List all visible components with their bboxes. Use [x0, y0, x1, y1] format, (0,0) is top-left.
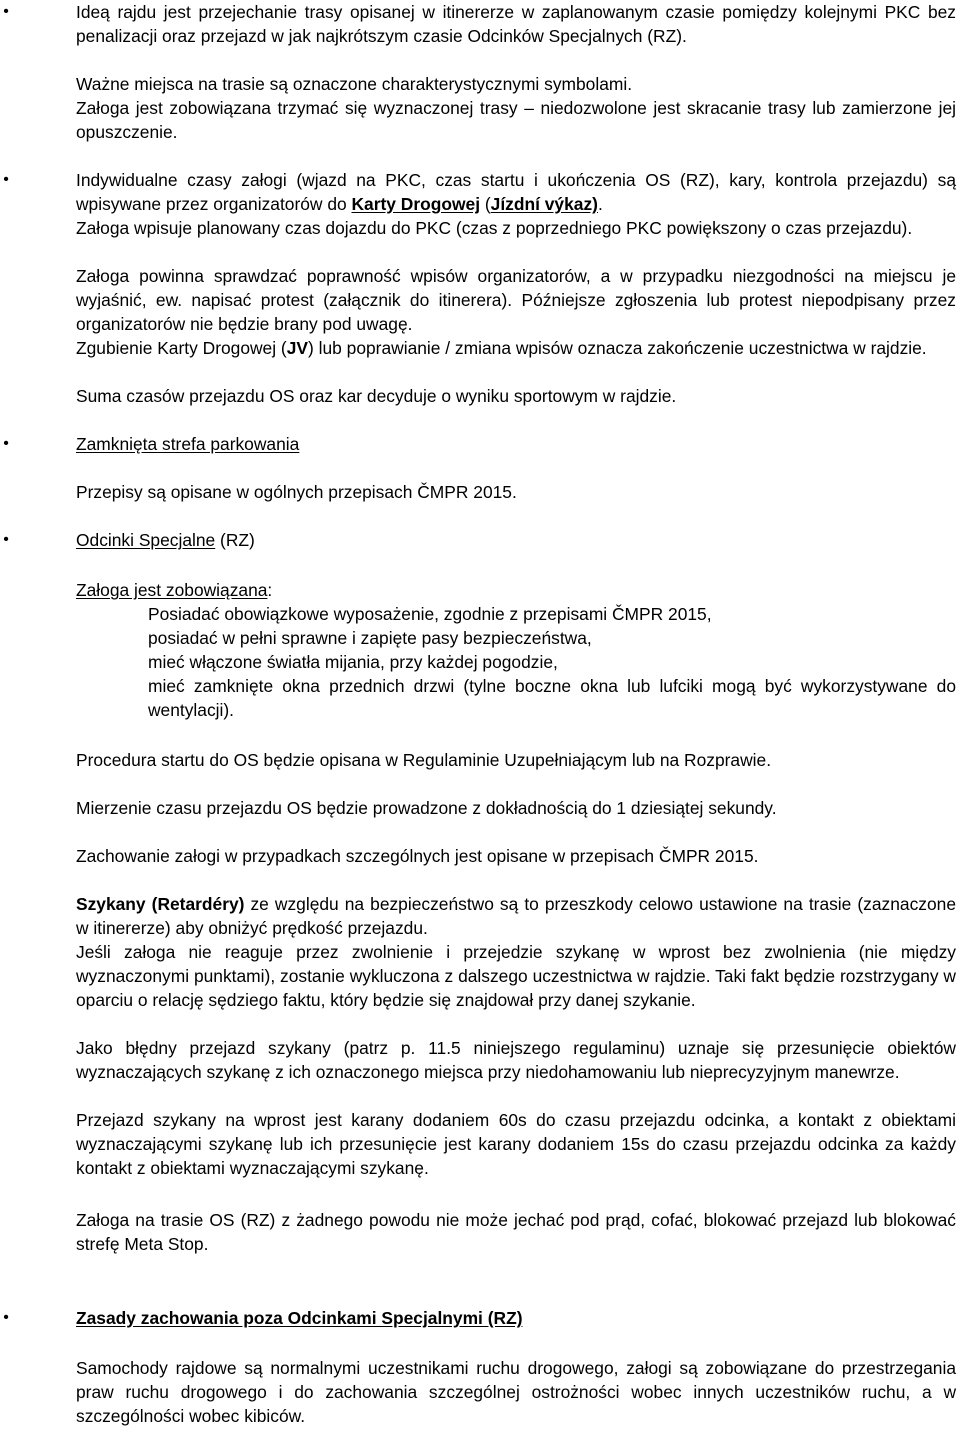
bullet-special-stages: • — [3, 531, 9, 548]
bullet-parking: • — [3, 435, 9, 452]
special-stages-heading: Odcinki Specjalne (RZ) — [76, 530, 255, 550]
outside-stages-heading: Zasady zachowania poza Odcinkami Specjalnymi (RZ) — [76, 1308, 523, 1328]
times-paragraph-5: Suma czasów przejazdu OS oraz kar decyduje o wyniku sportowym w rajdzie. — [76, 386, 677, 406]
duty-item-lights: mieć włączone światła mijania, przy każdej pogodzie, — [148, 652, 558, 672]
chicane-paragraph-1: Szykany (Retardéry) ze względu na bezpieczeństwo są to przeszkody celowo ustawione na trasie (zaznaczone w itinererze) aby obniżyć prędkość przejazdu. — [76, 894, 956, 938]
times-paragraph-2: Załoga wpisuje planowany czas dojazdu do PKC (czas z poprzedniego PKC powiększony o czas przejazdu). — [76, 218, 913, 238]
outside-stages-text: Samochody rajdowe są normalnymi uczestnikami ruchu drogowego, załogi są zobowiązane do przestrzegania praw ruchu drogowego i do zachowania szczególnej ostrożności wobec innych uczestników ruchu, a w szczególności wobec kibiców. — [76, 1358, 956, 1426]
no-reverse-text: Załoga na trasie OS (RZ) z żadnego powodu nie może jechać pod prąd, cofać, blokować przejazd lub blokować strefę Meta Stop. — [76, 1210, 956, 1254]
chicane-paragraph-4: Przejazd szykany na wprost jest karany dodaniem 60s do czasu przejazdu odcinka, a kontakt z obiektami wyznaczającymi szykanę lub ich przesunięcie jest karany dodaniem 15s do czasu przejazdu odcinka za każdy kontakt z obiektami wyznaczającymi szykanę. — [76, 1110, 956, 1178]
start-procedure-text: Procedura startu do OS będzie opisana w Regulaminie Uzupełniającym lub na Rozprawie. — [76, 750, 772, 770]
road-card-label: Karty Drogowej — [351, 194, 481, 214]
parking-heading: Zamknięta strefa parkowania — [76, 434, 300, 454]
times-paragraph-4: Zgubienie Karty Drogowej (JV) lub poprawianie / zmiana wpisów oznacza zakończenie uczestnictwa w rajdzie. — [76, 338, 927, 358]
duty-item-equipment: Posiadać obowiązkowe wyposażenie, zgodnie z przepisami ČMPR 2015, — [148, 604, 712, 624]
road-card-czech-label: Jízdní výkaz) — [490, 194, 598, 214]
bullet-intro: • — [3, 3, 9, 20]
parking-text: Przepisy są opisane w ogólnych przepisach ČMPR 2015. — [76, 482, 517, 502]
intro-paragraph-2: Ważne miejsca na trasie są oznaczone charakterystycznymi symbolami. — [76, 74, 633, 94]
timing-text: Mierzenie czasu przejazdu OS będzie prowadzone z dokładnością do 1 dziesiątej sekundy. — [76, 798, 777, 818]
times-paragraph-3: Załoga powinna sprawdzać poprawność wpisów organizatorów, a w przypadku niezgodności na miejscu je wyjaśnić, ew. napisać protest (załącznik do itinerera). Późniejsze zgłoszenia lub protest niepodpisany przez organizatorów nie będzie brany pod uwagę. — [76, 266, 956, 334]
intro-paragraph-3: Załoga jest zobowiązana trzymać się wyznaczonej trasy – niedozwolone jest skracanie trasy lub zamierzone jej opuszczenie. — [76, 98, 956, 142]
crew-duty-label: Załoga jest zobowiązana: — [76, 580, 273, 600]
duty-item-windows: mieć zamknięte okna przednich drzwi (tylne boczne okna lub lufciki mogą być wykorzystywane do wentylacji). — [148, 676, 956, 720]
times-paragraph-1: Indywidualne czasy załogi (wjazd na PKC, czas startu i ukończenia OS (RZ), kary, kontrola przejazdu) są wpisywane przez organizatorów do Karty Drogowej (Jízdní výkaz). — [76, 170, 956, 214]
bullet-outside-stages: • — [3, 1309, 9, 1326]
intro-paragraph-1: Ideą rajdu jest przejechanie trasy opisanej w itinererze w zaplanowanym czasie pomiędzy kolejnymi PKC bez penalizacji oraz przejazd w jak najkrótszym czasie Odcinków Specjalnych (RZ). — [76, 2, 956, 46]
duty-item-belts: posiadać w pełni sprawne i zapięte pasy bezpieczeństwa, — [148, 628, 592, 648]
chicane-paragraph-2: Jeśli załoga nie reaguje przez zwolnienie i przejedzie szykanę w wprost bez zwolnienia (nie między wyznaczonymi punktami), zostanie wykluczona z dalszego uczestnictwa w rajdzie. Taki fakt będzie rozstrzygany w oparciu o relację sędziego faktu, który będzie się znajdował przy danej szykanie. — [76, 942, 956, 1010]
special-cases-text: Zachowanie załogi w przypadkach szczególnych jest opisane w przepisach ČMPR 2015. — [76, 846, 759, 866]
bullet-times: • — [3, 171, 9, 188]
chicane-paragraph-3: Jako błędny przejazd szykany (patrz p. 11.5 niniejszego regulaminu) uznaje się przesunięcie obiektów wyznaczających szykanę z ich oznaczonego miejsca przy niedohamowaniu lub nieprecyzyjnym manewrze. — [76, 1038, 956, 1082]
chicane-term: Szykany (Retardéry) — [76, 894, 245, 914]
